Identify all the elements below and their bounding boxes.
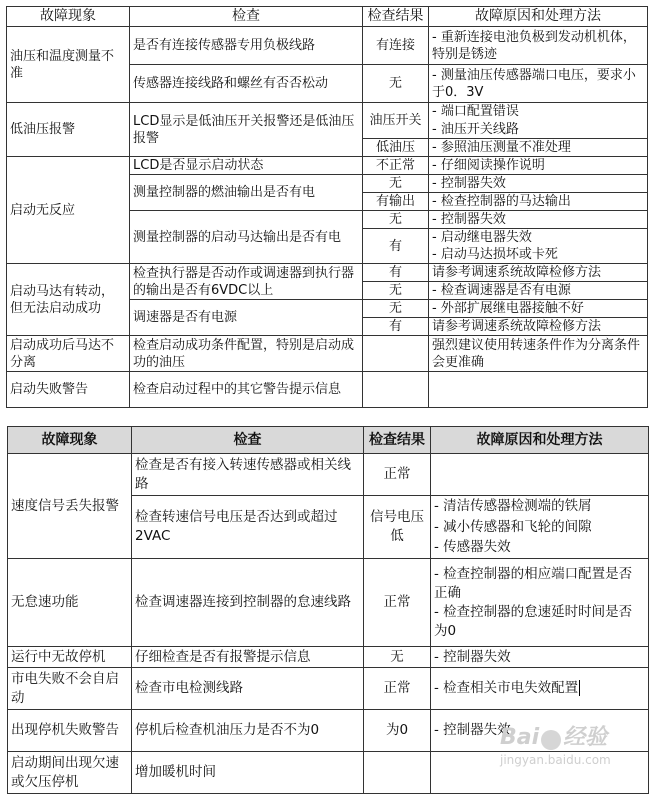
- watermark-url: jingyan.baidu.com: [500, 753, 611, 767]
- header-check: 检查: [132, 427, 364, 454]
- paw-icon: [541, 730, 561, 750]
- header-cause: 故障原因和处理方法: [429, 7, 648, 27]
- header-symptom: 故障现象: [7, 7, 130, 27]
- check-cell: 检查调速器连接到控制器的怠速线路: [132, 559, 364, 647]
- cause-cell: [429, 372, 648, 408]
- check-cell: 是否有连接传感器专用负极线路: [130, 27, 363, 65]
- header-result: 检查结果: [363, 7, 429, 27]
- result-cell: [363, 336, 429, 372]
- cause-text: - 检查相关市电失效配置: [434, 680, 579, 696]
- cause-cell: [431, 668, 649, 710]
- cause-cell: - 重新连接电池负极到发动机机体，特别是锈迹: [429, 27, 648, 65]
- header-check: 检查: [130, 7, 363, 27]
- result-cell: 无: [364, 647, 431, 668]
- check-cell: 增加暖机时间: [132, 752, 364, 794]
- check-cell: 停机后检查机油压力是否不为0: [132, 710, 364, 752]
- check-cell: 测量控制器的启动马达输出是否有电: [130, 211, 363, 264]
- result-cell: 正常: [364, 454, 431, 496]
- cause-cell: - 启动继电器失效: [429, 229, 648, 247]
- result-cell: [363, 372, 429, 408]
- result-cell: 无: [363, 300, 429, 318]
- result-cell: 不正常: [363, 157, 429, 175]
- symptom-cell: 启动失败警告: [7, 372, 130, 408]
- result-cell: 有: [363, 264, 429, 282]
- cause-cell: - 测量油压传感器端口电压，要求小于0．3V: [429, 65, 648, 103]
- cause-cell: - 控制器失效: [431, 647, 649, 668]
- cause-cell: - 检查控制器的相应端口配置是否正确 - 检查控制器的怠速延时时间是否为0: [431, 559, 649, 647]
- check-cell: 检查启动成功条件配置，特别是启动成功的油压: [130, 336, 363, 372]
- symptom-cell: 无怠速功能: [8, 559, 132, 647]
- text-cursor: [579, 680, 580, 696]
- cause-cell: 强烈建议使用转速条件作为分离条件会更准确: [429, 336, 648, 372]
- result-cell: 无: [363, 282, 429, 300]
- symptom-cell: 启动成功后马达不分离: [7, 336, 130, 372]
- symptom-cell: 启动无反应: [7, 157, 130, 264]
- result-cell: 无: [363, 211, 429, 229]
- check-cell: 检查市电检测线路: [132, 668, 364, 710]
- symptom-cell: 启动马达有转动，但无法启动成功: [7, 264, 130, 336]
- header-result: 检查结果: [364, 427, 431, 454]
- cause-cell: - 检查控制器的马达输出: [429, 193, 648, 211]
- baidu-watermark: [500, 720, 650, 790]
- cause-cell: [431, 454, 649, 496]
- cause-cell: - 外部扩展继电器接触不好: [429, 300, 648, 318]
- result-cell: 有: [363, 229, 429, 264]
- cause-cell: - 清洁传感器检测端的铁屑: [431, 496, 649, 517]
- check-cell: 测量控制器的燃油输出是否有电: [130, 175, 363, 211]
- header-symptom: 故障现象: [8, 427, 132, 454]
- cause-cell: - 传感器失效: [431, 538, 649, 559]
- check-cell: 检查执行器是否动作或调速器到执行器的输出是否有6VDC以上: [130, 264, 363, 300]
- cause-cell: - 参照油压测量不准处理: [429, 139, 648, 157]
- result-cell: 有输出: [363, 193, 429, 211]
- cause-cell: - 油压开关线路: [429, 121, 648, 139]
- cause-cell: 请参考调速系统故障检修方法: [429, 264, 648, 282]
- result-cell: 正常: [364, 559, 431, 647]
- check-cell: 调速器是否有电源: [130, 300, 363, 336]
- cause-cell: - 仔细阅读操作说明: [429, 157, 648, 175]
- result-cell: 正常: [364, 668, 431, 710]
- check-cell: 检查转速信号电压是否达到或超过 2VAC: [132, 496, 364, 559]
- watermark-logo: [500, 720, 650, 751]
- cause-cell: - 启动马达损坏或卡死: [429, 246, 648, 264]
- header-cause: 故障原因和处理方法: [431, 427, 649, 454]
- cause-cell: - 控制器失效: [429, 211, 648, 229]
- check-cell: LCD是否显示启动状态: [130, 157, 363, 175]
- symptom-cell: 启动期间出现欠速或欠压停机: [8, 752, 132, 794]
- cause-cell: - 控制器失效: [431, 710, 649, 752]
- check-cell: 检查是否有接入转速传感器或相关线路: [132, 454, 364, 496]
- check-cell: 仔细检查是否有报警提示信息: [132, 647, 364, 668]
- check-cell: LCD显示是低油压开关报警还是低油压报警: [130, 103, 363, 157]
- result-cell: 无: [363, 175, 429, 193]
- result-cell: 有连接: [363, 27, 429, 65]
- cause-cell: 请参考调速系统故障检修方法: [429, 318, 648, 336]
- cause-cell: - 减小传感器和飞轮的间隙: [431, 517, 649, 538]
- result-cell: 无: [363, 65, 429, 103]
- result-cell: 有: [363, 318, 429, 336]
- result-cell: 信号电压低: [364, 496, 431, 559]
- symptom-cell: 油压和温度测量不准: [7, 27, 130, 103]
- cause-cell: - 检查调速器是否有电源: [429, 282, 648, 300]
- result-cell: 低油压: [363, 139, 429, 157]
- symptom-cell: 市电失败不会自启动: [8, 668, 132, 710]
- symptom-cell: 速度信号丢失报警: [8, 454, 132, 559]
- symptom-cell: 出现停机失败警告: [8, 710, 132, 752]
- cause-cell: - 控制器失效: [429, 175, 648, 193]
- result-cell: 为0: [364, 710, 431, 752]
- troubleshooting-table-1: [6, 6, 648, 408]
- check-cell: 传感器连接线路和螺丝有否否松动: [130, 65, 363, 103]
- symptom-cell: 低油压报警: [7, 103, 130, 157]
- watermark-logo-text: Bai: [500, 725, 540, 750]
- watermark-logo-text-2: 经验: [563, 725, 608, 750]
- result-cell: 油压开关: [363, 103, 429, 139]
- check-cell: 检查启动过程中的其它警告提示信息: [130, 372, 363, 408]
- cause-cell: - 端口配置错误: [429, 103, 648, 121]
- result-cell: [364, 752, 431, 794]
- symptom-cell: 运行中无故停机: [8, 647, 132, 668]
